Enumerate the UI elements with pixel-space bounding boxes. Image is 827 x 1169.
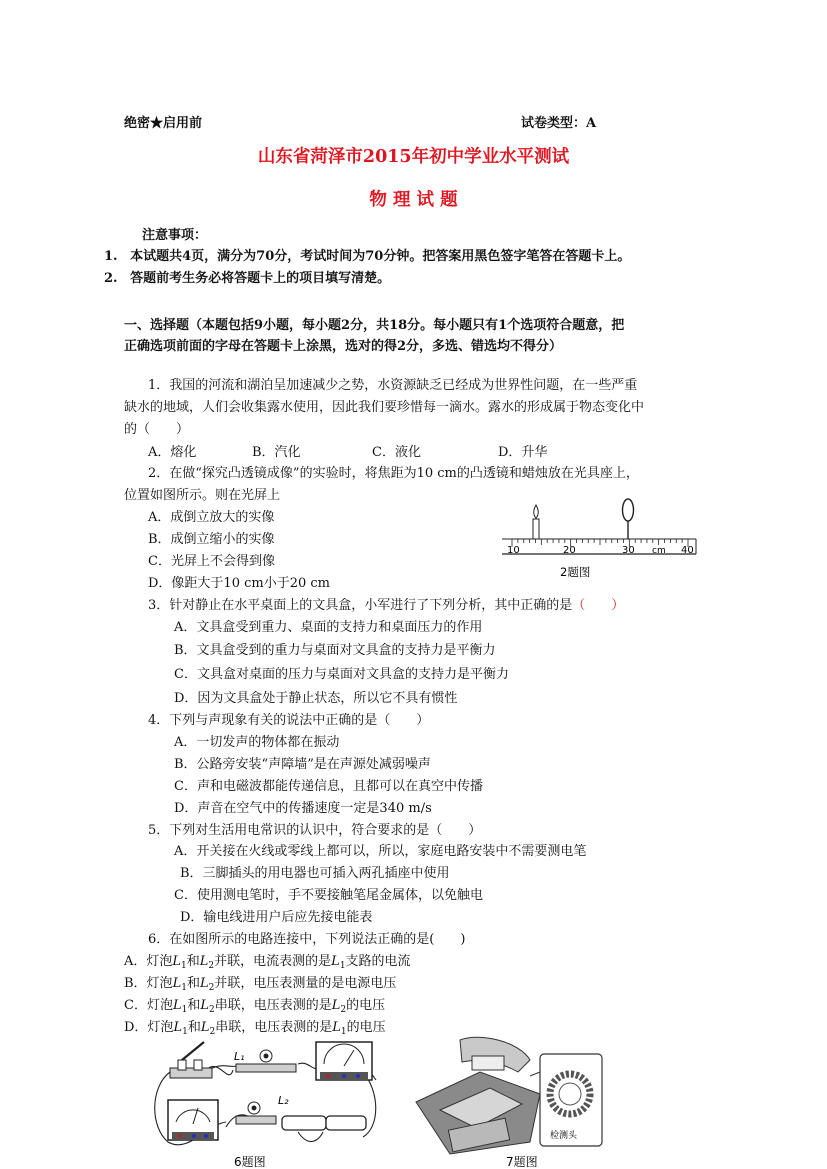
opt-label: A．灯泡	[124, 954, 173, 969]
note-item-2	[104, 267, 390, 286]
lamp-index: 1	[181, 983, 187, 993]
opt-label: C．灯泡	[124, 998, 173, 1013]
page-subtitle: 物 理 试 题	[369, 190, 458, 210]
card-reader-figure	[410, 1032, 610, 1169]
q6-option-b	[124, 974, 396, 998]
q3-answer-paren: （ ）	[572, 598, 625, 613]
tick-label: 20	[563, 545, 576, 556]
figure-caption: 2题图	[560, 565, 591, 579]
q4-stem: 4．下列与声现象有关的说法中正确的是（ ）	[148, 713, 430, 728]
opt-text: 串联，电压表测的是	[215, 1020, 333, 1035]
note-text: 答题前考生务必将答题卡上的项目填写清楚。	[130, 271, 391, 286]
lamp-l2-label: L₂	[278, 1094, 289, 1107]
opt-text: 并联，电流表测的是	[214, 954, 332, 969]
lamp-symbol: L	[331, 954, 340, 969]
opt-text: 串联，电压表测的是	[214, 998, 332, 1013]
battery-icon	[282, 1116, 366, 1130]
figure-caption: 7题图	[506, 1155, 538, 1169]
q6-option-a	[124, 952, 411, 976]
q1-option-b: B．汽化	[252, 445, 301, 460]
q4-option-d: D．声音在空气中的传播速度一定是340 m/s	[174, 801, 432, 816]
lamp-index: 1	[339, 961, 346, 971]
circuit-figure	[148, 1032, 386, 1169]
q4-option-b: B．公路旁安装“声障墙”是在声源处减弱噪声	[174, 757, 431, 772]
opt-text: 的电压	[346, 1020, 386, 1035]
section-heading-line2: 正确选项前面的字母在答题卡上涂黑，选对的得2分，多选、错选均不得分）	[124, 339, 563, 354]
q2-option-a: A．成倒立放大的实像	[148, 510, 275, 525]
q1-line2: 缺水的地域，人们会收集露水使用，因此我们要珍惜每一滴水。露水的形成属于物态变化中	[124, 400, 645, 415]
tick-label: 40	[681, 545, 694, 556]
q3-option-a: A．文具盒受到重力、桌面的支持力和桌面压力的作用	[174, 620, 483, 635]
q1-option-c: C．液化	[372, 445, 421, 460]
lamp-l1-icon	[236, 1050, 296, 1072]
lamp-symbol: L	[199, 976, 209, 991]
ammeter-icon	[168, 1100, 218, 1140]
note-num: 1.	[104, 249, 118, 264]
q2-line2: 位置如图所示。则在光屏上	[124, 488, 281, 503]
lamp-symbol: L	[199, 954, 209, 969]
lamp-symbol: L	[172, 998, 182, 1013]
q1-option-a: A．熔化	[148, 445, 197, 460]
q3-stem	[148, 596, 624, 616]
notes-heading: 注意事项：	[142, 228, 208, 243]
opt-text: 和	[186, 954, 200, 969]
lamp-index: 2	[208, 1005, 215, 1015]
q6-stem: 6．在如图所示的电路连接中，下列说法正确的是( )	[148, 932, 466, 947]
lamp-symbol: L	[331, 998, 341, 1013]
note-num: 2.	[104, 271, 118, 286]
opt-text: 和	[186, 976, 200, 991]
opt-text: 和	[187, 998, 201, 1013]
lamp-symbol: L	[172, 976, 182, 991]
lamp-index: 1	[340, 1027, 347, 1037]
opt-text: 和	[187, 1020, 201, 1035]
section-heading-line1: 一、选择题（本题包括9小题，每小题2分，共18分。每小题只有1个选项符合题意，把	[124, 318, 625, 333]
candle-icon	[533, 505, 539, 539]
switch-icon	[170, 1042, 212, 1078]
lamp-index: 2	[208, 961, 215, 971]
opt-label: D．灯泡	[124, 1020, 174, 1035]
q5-option-a: A．开关接在火线或零线上都可以，所以，家庭电路安装中不需要测电笔	[174, 844, 587, 859]
voltmeter-icon	[316, 1042, 372, 1080]
secret-label: 绝密★启用前	[124, 116, 203, 131]
lamp-symbol: L	[200, 1020, 210, 1035]
q3-option-b: B．文具盒受到的重力与桌面对文具盒的支持力是平衡力	[174, 643, 496, 658]
opt-text: 支路的电流	[345, 954, 411, 969]
q3-option-c: C．文具盒对桌面的压力与桌面对文具盒的支持力是平衡力	[174, 667, 509, 682]
lamp-l1-label: L₁	[234, 1050, 245, 1063]
q4-option-c: C．声和电磁波都能传递信息，且都可以在真空中传播	[174, 779, 483, 794]
q5-option-b: B．三脚插头的用电器也可插入两孔插座中使用	[180, 866, 450, 881]
unit-label: cm	[652, 546, 666, 556]
lamp-symbol: L	[172, 954, 182, 969]
tick-label: 10	[507, 545, 520, 556]
q2-option-d: D．像距大于10 cm小于20 cm	[148, 576, 330, 591]
lamp-index: 1	[181, 961, 187, 971]
lamp-index: 1	[182, 1027, 188, 1037]
convex-lens-icon	[623, 499, 634, 539]
q3-stem-text: 3．针对静止在水平桌面上的文具盒，小军进行了下列分析，其中正确的是	[148, 598, 573, 613]
q2-option-b: B．成倒立缩小的实像	[148, 532, 275, 547]
tick-label: 30	[622, 545, 635, 556]
paper-type: 试卷类型：A	[521, 116, 597, 131]
q1-line3: 的（ ）	[124, 422, 190, 437]
opt-text: 并联，电压表测量的是电源电压	[214, 976, 397, 991]
q5-option-c: C．使用测电笔时，手不要接触笔尾金属体，以免触电	[174, 888, 483, 903]
note-text: 本试题共4页，满分为70分，考试时间为70分钟。把答案用黑色签字笔答在答题卡上。	[130, 249, 631, 264]
q1-option-d: D．升华	[498, 445, 548, 460]
q4-option-a: A．一切发声的物体都在振动	[174, 735, 340, 750]
q1-line1: 1．我国的河流和湖泊呈加速减少之势，水资源缺乏已经成为世界性问题，在一些严重	[148, 378, 638, 393]
lamp-index: 1	[181, 1005, 188, 1015]
lamp-index: 2	[340, 1005, 347, 1015]
q2-line1: 2．在做“探究凸透镜成像”的实验时，将焦距为10 cm的凸透镜和蜡烛放在光具座上，	[148, 466, 639, 481]
lamp-symbol: L	[332, 1020, 341, 1035]
opt-label: B．灯泡	[124, 976, 173, 991]
lamp-symbol: L	[200, 998, 209, 1013]
q6-option-c	[124, 996, 385, 1020]
lamp-index: 2	[208, 983, 215, 993]
lamp-index: 2	[209, 1027, 216, 1037]
q3-option-d: D．因为文具盒处于静止状态，所以它不具有惯性	[174, 691, 458, 706]
opt-text: 的电压	[346, 998, 386, 1013]
page-title: 山东省菏泽市2015年初中学业水平测试	[257, 147, 570, 167]
note-item-1	[104, 245, 630, 264]
pos-terminal-icon	[416, 1037, 540, 1154]
lamp-l2-icon	[236, 1102, 276, 1124]
optical-bench-figure	[498, 498, 702, 590]
q5-stem: 5．下列对生活用电常识的认识中，符合要求的是（ ）	[148, 823, 482, 838]
q5-option-d: D．输电线进用户后应先接电能表	[180, 910, 373, 925]
probe-label: 检测头	[550, 1131, 578, 1141]
q2-option-c: C．光屏上不会得到像	[148, 554, 275, 569]
lamp-symbol: L	[173, 1020, 183, 1035]
figure-caption: 6题图	[234, 1155, 266, 1169]
